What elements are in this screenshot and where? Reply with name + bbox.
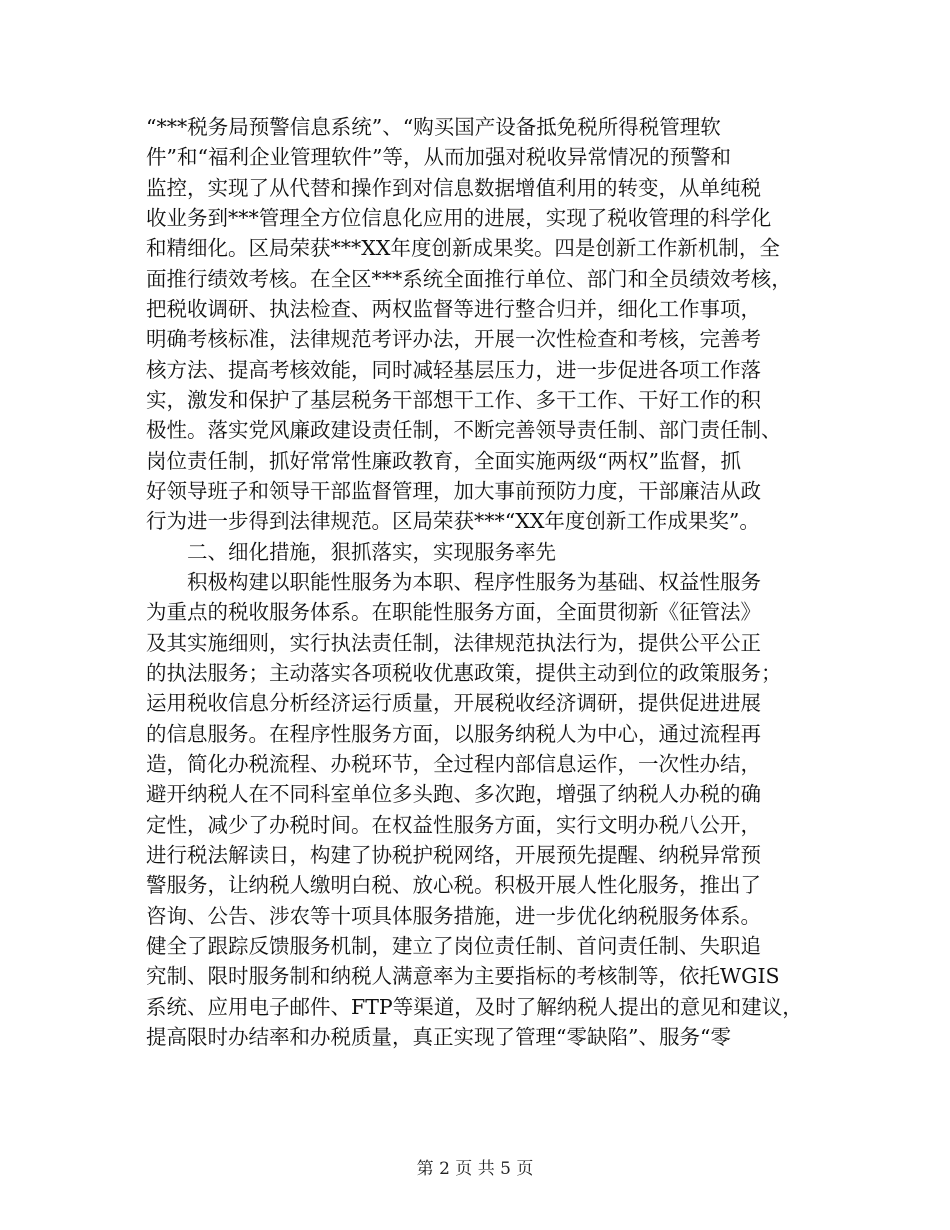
text-line: 积极构建以职能性服务为本职、程序性服务为基础、权益性服务 <box>146 570 761 594</box>
text-line: 咨询、公告、涉农等十项具体服务措施，进一步优化纳税服务体系。 <box>146 903 761 928</box>
text-line: 实，激发和保护了基层税务干部想干工作、多干工作、干好工作的积 <box>146 388 761 412</box>
text-line: 提高限时办结率和办税质量，真正实现了管理“零缺陷”、服务“零 <box>146 1024 731 1049</box>
text-line: 二、细化措施，狠抓落实，实现服务率先 <box>146 539 556 564</box>
text-line: 定性，减少了办税时间。在权益性服务方面，实行文明办税八公开， <box>146 812 761 837</box>
text-line: 岗位责任制，抓好常常性廉政教育，全面实施两级“两权”监督，抓 <box>146 448 741 473</box>
page-footer: 第 2 页 共 5 页 <box>416 1159 534 1179</box>
text-line: 究制、限时服务制和纳税人满意率为主要指标的考核制等，依托WGIS <box>146 964 780 989</box>
text-line: 的执法服务；主动落实各项税收优惠政策，提供主动到位的政策服务； <box>146 660 782 685</box>
text-line: 的信息服务。在程序性服务方面，以服务纳税人为中心，通过流程再 <box>146 721 761 746</box>
text-line: 运用税收信息分析经济运行质量，开展税收经济调研，提供促进进展 <box>146 691 761 716</box>
text-line: 造，简化办税流程、办税环节，全过程内部信息运作，一次性办结， <box>146 751 761 776</box>
text-line: 及其实施细则，实行执法责任制，法律规范执法行为，提供公平公正 <box>146 630 761 655</box>
text-line: 避开纳税人在不同科室单位多头跑、多次跑，增强了纳税人办税的确 <box>146 782 761 807</box>
text-line: 为重点的税收服务体系。在职能性服务方面，全面贯彻新《征管法》 <box>146 600 761 625</box>
text-line: 健全了跟踪反馈服务机制，建立了岗位责任制、首问责任制、失职追 <box>146 933 761 958</box>
text-line: 明确考核标准，法律规范考评办法，开展一次性检查和考核，完善考 <box>146 327 761 352</box>
text-line: “***税务局预警信息系统”、“购买国产设备抵免税所得税管理软 <box>146 115 721 139</box>
text-line: 行为进一步得到法律规范。区局荣获***“XX年度创新工作成果奖”。 <box>146 509 760 534</box>
text-line: 把税收调研、执法检查、两权监督等进行整合归并，细化工作事项， <box>146 297 761 321</box>
text-line: 面推行绩效考核。在全区***系统全面推行单位、部门和全员绩效考核， <box>146 266 792 291</box>
text-line: 核方法、提高考核效能，同时减轻基层压力，进一步促进各项工作落 <box>146 357 761 382</box>
text-line: 好领导班子和领导干部监督管理，加大事前预防力度，干部廉洁从政 <box>146 479 761 503</box>
text-line: 系统、应用电子邮件、FTP等渠道，及时了解纳税人提出的意见和建议， <box>146 994 803 1019</box>
text-line: 进行税法解读日，构建了协税护税网络，开展预先提醒、纳税异常预 <box>146 842 761 867</box>
text-line: 警服务，让纳税人缴明白税、放心税。积极开展人性化服务，推出了 <box>146 873 761 898</box>
text-line: 和精细化。区局荣获***XX年度创新成果奖。四是创新工作新机制，全 <box>146 236 780 261</box>
text-line: 件”和“福利企业管理软件”等，从而加强对税收异常情况的预警和 <box>146 145 731 170</box>
text-line: 监控，实现了从代替和操作到对信息数据增值利用的转变，从单纯税 <box>146 175 761 200</box>
text-line: 收业务到***管理全方位信息化应用的进展，实现了税收管理的科学化 <box>146 206 772 230</box>
text-line: 极性。落实党风廉政建设责任制，不断完善领导责任制、部门责任制、 <box>146 418 782 443</box>
